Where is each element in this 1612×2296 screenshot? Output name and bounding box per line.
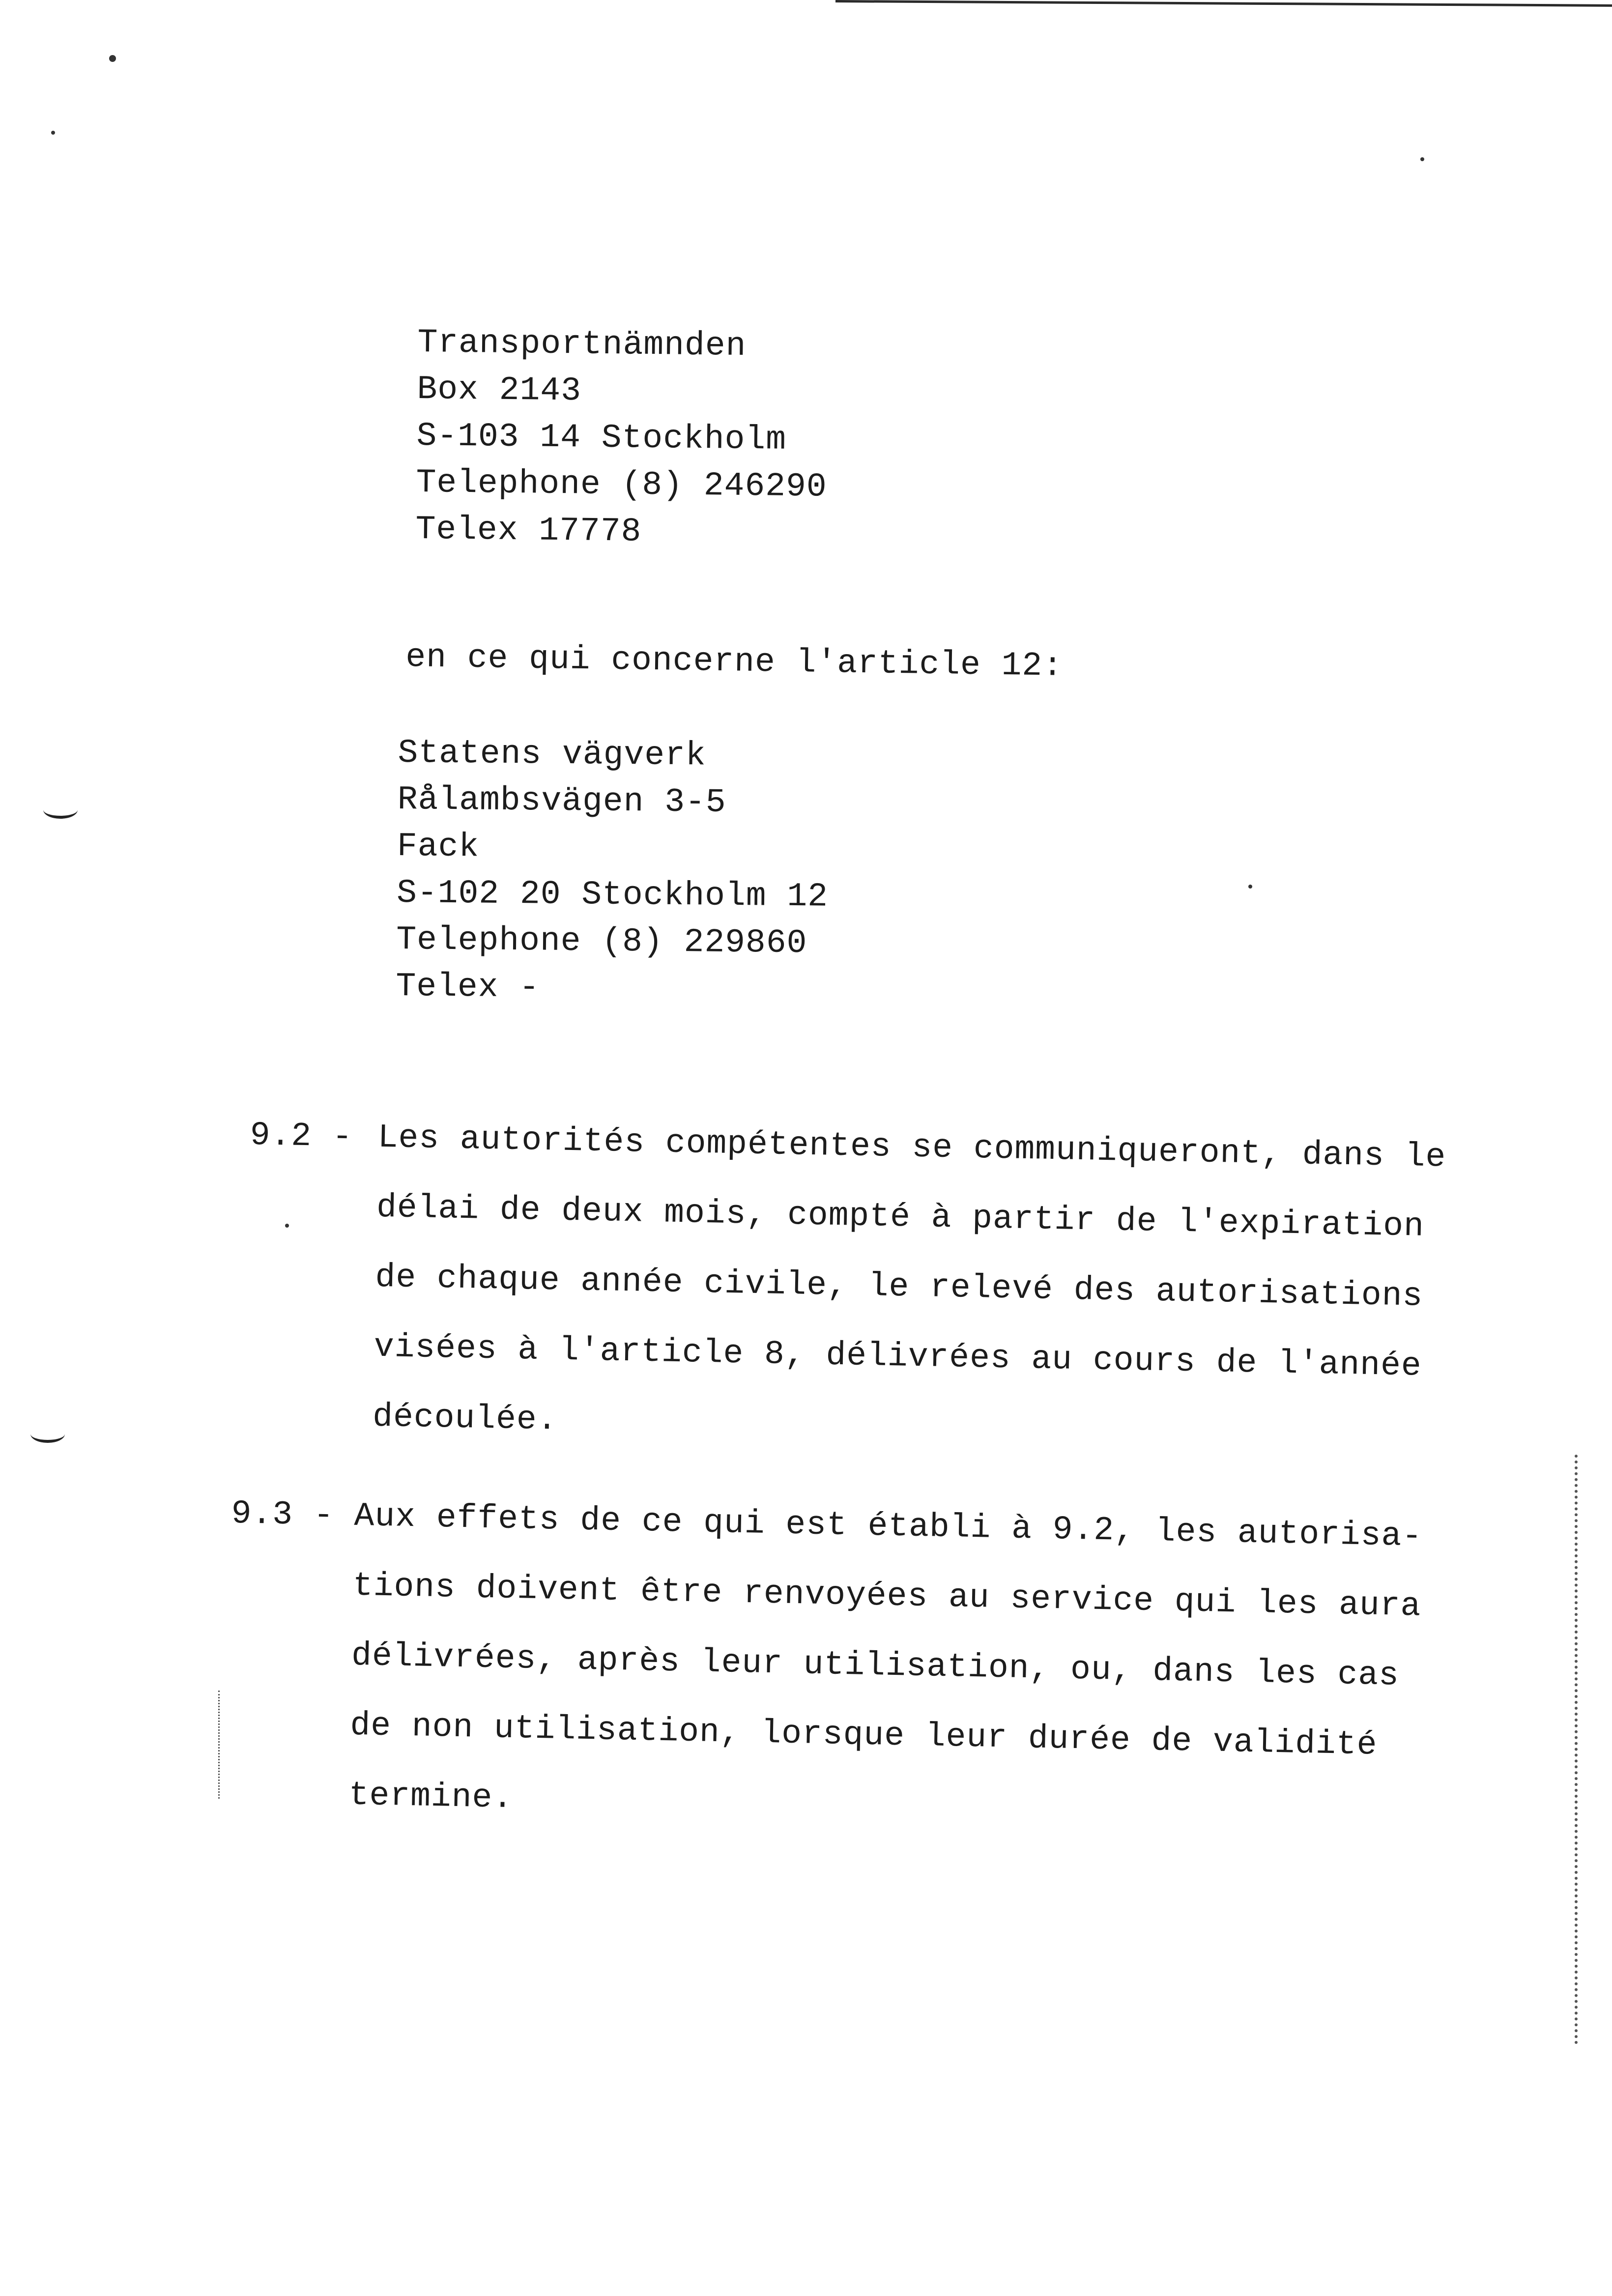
address-line-telex: Telex -	[396, 967, 540, 1007]
punch-hole-mark	[30, 1425, 65, 1443]
scan-dotted-edge	[1575, 1455, 1581, 2044]
address-line-telephone: Telephone (8) 229860	[396, 920, 807, 963]
address-line-name: Statens vägverk	[398, 734, 707, 775]
address-line-postal: S-103 14 Stockholm	[416, 417, 787, 459]
paragraph-number: 9.3 -	[230, 1494, 335, 1535]
scan-speck	[109, 55, 116, 62]
concern-line: en ce qui concerne l'article 12:	[405, 638, 1064, 686]
address-line-street: Rålambsvägen 3-5	[397, 780, 726, 822]
address-line-fack: Fack	[397, 827, 480, 866]
address-line-telephone: Telephone (8) 246290	[416, 463, 828, 506]
scan-edge-line	[835, 0, 1612, 20]
paragraph-number: 9.2 -	[250, 1116, 353, 1156]
punch-hole-mark	[43, 801, 78, 819]
address-block-statens-vagverk	[396, 730, 830, 1014]
address-line-name: Transportnämnden	[417, 323, 747, 365]
scan-speck	[1248, 885, 1252, 889]
address-line-telex: Telex 17778	[415, 510, 642, 551]
paragraph-9-3	[225, 1479, 1450, 1856]
scan-dotted-mark	[218, 1691, 223, 1799]
paragraph-9-2	[244, 1101, 1469, 1477]
scan-speck	[51, 131, 55, 135]
scan-speck	[1420, 157, 1424, 161]
address-line-postal: S-102 20 Stockholm 12	[396, 874, 829, 916]
paragraph-text: Aux effets de ce qui est établi à 9.2, les autorisa- tions doivent être renvoyées au service qui les aura délivrées, après leur utilisation, ou, dans les cas de non utilisation, lorsque leur durée de validité termine.	[348, 1497, 1423, 1818]
address-line-box: Box 2143	[417, 370, 582, 410]
address-block-transportnamnden	[415, 319, 829, 557]
paragraph-text: Les autorités compétentes se communiqueront, dans le délai de deux mois, compté à partir de l'expiration de chaque année civile, le relevé des autorisations visées à l'article 8, délivrées au cours de l'année découlée.	[372, 1119, 1446, 1439]
